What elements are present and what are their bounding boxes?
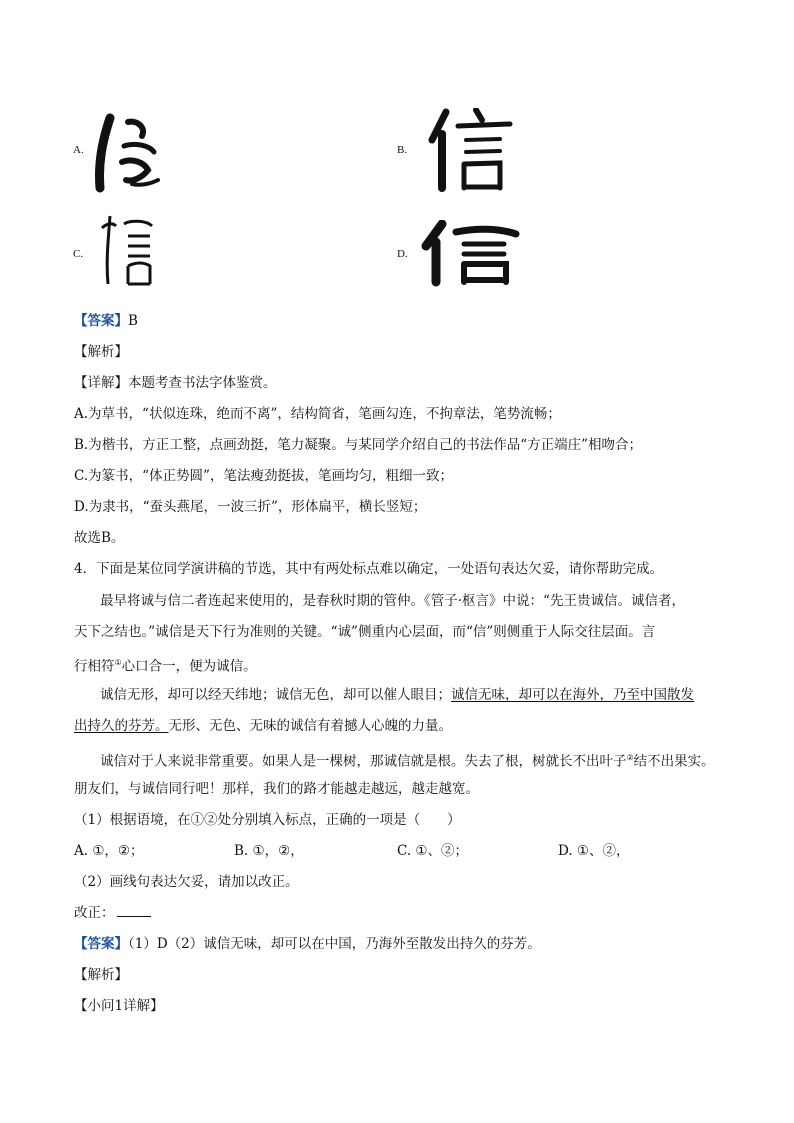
option-d-label: D. (397, 248, 408, 260)
q3-answer-value: B (128, 313, 138, 329)
q3-detail-tag: 【详解】 (74, 375, 128, 391)
q4-para1-line3 (74, 654, 257, 676)
q4-correction-blank (117, 904, 151, 917)
q4-underlined-sentence-part2: 出持久的芬芳。 (74, 718, 169, 734)
q4-correction-line (74, 904, 151, 922)
option-b-label: B. (397, 144, 408, 156)
q3-analysis-tag: 【解析】 (74, 344, 128, 360)
q4-para2-text: 诚信无形，却可以经天纬地；诚信无色，却可以催人眼目； (100, 687, 451, 703)
q3-explanation-c: C.为篆书，“体正势圆”，笔法瘦劲挺拔，笔画均匀，粗细一致； (74, 468, 453, 484)
q4-answer-line (74, 935, 541, 953)
q4-para3-text-b: 结不出果实。 (633, 753, 715, 770)
q4-choice-c: C. ①、②； (397, 843, 469, 859)
option-c-label: C. (73, 248, 84, 260)
q3-conclusion: 故选B。 (74, 530, 125, 546)
q4-para2-line1 (100, 686, 694, 704)
q4-para2-text-end: 无形、无色、无味的诚信有着撼人心魄的力量。 (168, 718, 452, 734)
q4-choice-b: B. ①，②， (234, 843, 304, 859)
q4-para3-text-a: 诚信对于人来说非常重要。如果人是一棵树，那诚信就是根。失去了根，树就长不出叶子 (100, 753, 627, 770)
q4-correction-label: 改正： (74, 905, 115, 921)
q4-small-question-1-detail-tag: 【小问1详解】 (74, 998, 164, 1014)
q4-para3-line1 (100, 749, 715, 771)
q3-explanation-b: B.为楷书，方正工整，点画劲挺，笔力凝聚。与某同学介绍自己的书法作品“方正端庄”相吻合； (74, 437, 643, 453)
option-a-cursive-glyph (92, 112, 164, 194)
q4-stem: 4．下面是某位同学演讲稿的节选，其中有两处标点难以确定，一处语句表达欠妥，请你帮助完成。 (74, 561, 664, 577)
option-c-seal-script-glyph (98, 212, 158, 288)
option-a-label: A. (73, 144, 84, 156)
option-d-clerical-script-glyph (420, 220, 520, 288)
q4-choice-d: D. ①、②， (558, 843, 630, 859)
q4-sub-question-1: （1）根据语境，在①②处分别填入标点，正确的一项是（ ） (74, 812, 461, 828)
q3-answer-line (74, 312, 138, 330)
q4-analysis-tag: 【解析】 (74, 967, 128, 983)
q4-para1-line2: 天下之结也。”诚信是天下行为准则的关键。“诚”侧重内心层面，而“信”则侧重于人际交往层面。言 (74, 624, 656, 640)
q4-para3-line2: 朋友们，与诚信同行吧！那样，我们的路才能越走越远，越走越宽。 (74, 781, 479, 797)
q4-sub-question-2: （2）画线句表达欠妥，请加以改正。 (74, 874, 299, 890)
q4-para1-line3-text-b: 心口合一，便为诚信。 (121, 658, 257, 675)
q4-choice-a: A. ①，②； (74, 843, 144, 859)
q4-para1-line1: 最早将诚与信二者连起来使用的，是春秋时期的管仲。《管子·枢言》中说：“先王贵诚信。诚信者， (100, 593, 685, 609)
q3-detail-intro: 本题考查书法字体鉴赏。 (128, 375, 277, 391)
q4-answer-text: （1）D（2）诚信无味，却可以在中国，乃海外至散发出持久的芬芳。 (128, 936, 541, 952)
blank-mark-2: ② (626, 753, 634, 762)
q4-para1-line3-text-a: 行相符 (74, 658, 115, 675)
q4-answer-tag: 【答案】 (74, 936, 128, 952)
blank-mark-1: ① (114, 658, 122, 667)
q4-para2-line2 (74, 717, 452, 735)
option-b-regular-script-glyph (424, 108, 514, 192)
q4-underlined-sentence-part1: 诚信无味，却可以在海外，乃至中国散发 (451, 687, 694, 703)
q3-explanation-d: D.为隶书，“蚕头燕尾，一波三折”，形体扁平，横长竖短； (74, 499, 427, 515)
q3-explanation-a: A.为草书，“状似连珠，绝而不离”，结构简省，笔画勾连，不拘章法，笔势流畅； (74, 406, 561, 422)
q3-detail-line (74, 374, 277, 392)
q3-answer-tag: 【答案】 (74, 313, 128, 329)
